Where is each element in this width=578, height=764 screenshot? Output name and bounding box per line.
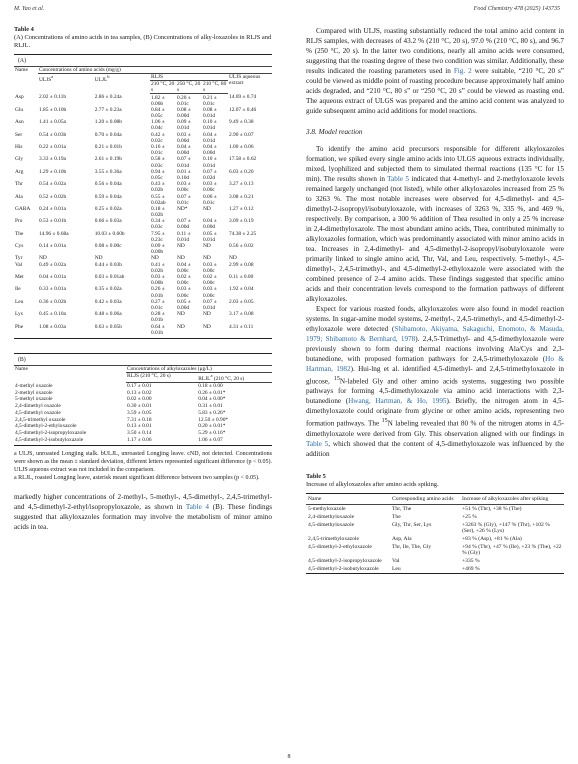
left-column bbox=[14, 26, 272, 532]
table-cell: 0.17 ± 0.01 bbox=[127, 383, 152, 390]
alkyloxazole-name: 4,5-dimethyl-2-isobutyloxazole bbox=[15, 436, 84, 443]
table-cell: 1.08 ± 0.03a bbox=[39, 323, 66, 330]
table-row bbox=[14, 231, 272, 243]
table-cell: 6.03 ± 0.20 bbox=[229, 168, 254, 175]
table-cell: 12.50 ± 0.90* bbox=[198, 416, 229, 423]
table-cell: +335 % bbox=[462, 558, 480, 565]
table-row bbox=[306, 557, 564, 565]
table-cell: 0.52 ± 0.02b bbox=[39, 193, 67, 200]
table-cell: 2.02 ± 0.11b bbox=[39, 94, 67, 101]
table-cell: 3.09 ± 0.19 bbox=[229, 218, 254, 225]
table-cell: 0.18 ± 0.00 bbox=[198, 383, 223, 390]
table-cell: 0.14 ± 0.01a bbox=[39, 243, 66, 250]
table-row bbox=[14, 94, 272, 107]
table-cell: 2.03 ± 0.05 bbox=[229, 298, 254, 305]
table-row bbox=[14, 181, 272, 193]
table-cell: 5.83 ± 0.26* bbox=[198, 409, 226, 416]
link-ho-hartman[interactable]: Ho & Hartman, 1982 bbox=[306, 355, 565, 373]
table-cell: 0.94 ± 0.05c bbox=[151, 168, 165, 181]
table-row bbox=[14, 262, 272, 274]
table-cell: 0.26 ± 0.01b bbox=[151, 286, 165, 299]
col-header-condition-2: 250 °C, 20 s bbox=[177, 81, 201, 94]
table-cell: Thr, Ile, The, Gly bbox=[392, 543, 432, 550]
table-row bbox=[306, 565, 564, 573]
table5-title: Table 5 bbox=[306, 472, 326, 480]
table4-panel-a bbox=[14, 54, 272, 339]
table-cell: ND bbox=[203, 311, 211, 318]
table-cell: 14.69 ± 0.74 bbox=[229, 94, 257, 101]
amino-acid-name: Glu bbox=[15, 106, 24, 113]
table-cell: 0.10 ± 0.01d bbox=[203, 156, 217, 169]
t5-col-increase: Increase of alkyloxazoles after spiking bbox=[460, 494, 564, 505]
table-cell: 12.07 ± 0.46 bbox=[229, 106, 257, 113]
table-cell: 17.58 ± 0.62 bbox=[229, 156, 257, 163]
table-row bbox=[14, 430, 272, 437]
table-cell: ND bbox=[177, 311, 185, 318]
table-cell: 0.13 ± 0.01 bbox=[127, 423, 152, 430]
table-cell: 0.56 ± 0.04a bbox=[94, 181, 122, 188]
table-cell: 0.02 ± 0.00c bbox=[203, 274, 217, 287]
table-cell: 1.00 ± 0.06 bbox=[229, 144, 254, 151]
table-row bbox=[14, 396, 272, 403]
table-row bbox=[14, 132, 272, 144]
amino-acid-name: Ala bbox=[15, 193, 23, 200]
right-body-paragraph-2: To identify the amino acid precursors responsible for different alkyloxazoles formation, we spiked every single amino acids into ULGS aqueous extracts individually, mixed, lyophilized and subjected them to simulated thermal reactions (135 °C for 15 min). The results shown in Table 5 indicated that 4-methyl- and 2-methyloxazole levels remained largely unchanged (not listed), while other alkyloxazoles increased from 25 % to 3263 %. The most notable increases were observed for 4,5-dimethyl- and 4,5-dimethyl-2-isopropyl/isobutyloxazole, with increases of 3263 %, 335 %, and 469 %, respectively. By comparison, a 300 % addition of Thea resulted in only a 25 % increase in 2,4-dimethyloxazole. The most abundant amino acids, Thea, contributed minimally to alkyloxazoles formation, which was predominantly associated with minor amino acids in tea. Increases in 2,4-dimethyl- and 4,5-dimethyl-2-isopropyl/isobutyloxazole were primarily linked to single amino acid, Thr, Val, and Leu, respectively. 5-methyl-, 4,5-dimethyl-, 2,4,5-trimethyl-, and 4,5-dimethyl-2-ethyloxazole were associated with the combined presence of 2–4 amino acids. These findings suggested that specific amino acids and their concentration levels correspond to the formation pathways of different alkyloxazoles. Expect for various roasted foods, alkyloxazoles were also found in model reaction systems. In sugar-amine model systems, 2-methyl-, 2,4,5-trimethyl-, and 4,5-dimethyl-2-ethyloxazole were detected (Shibamoto, Akiyama, Sakaguchi, Enomoto, & Masuda, 1979; Shibamoto & Bernhard, 1978). 2,4,5-Trimethyl- and 4,5-dimethyloxazole were previously shown to form during thermal reactions involving Ala/Cys and 2,3-butanedione, with proposed formation pathways for 2,4,5-trimethyloxazole (Ho & Hartman, 1982). Hui-lng et al. identified 4,5-dimethyl- and 2,4,5-trimethyloxazole in glucose, $^{15}$N-labeled Gly and other amino acids systems, suggesting two possible pathways for forming 4,5-dimethyloxazole via amino acid interactions with 2,3-butanedione (Hwang, Hartman, & Ho, 1995). Briefly, the nitrogen atom in 4,5-dimethyloxazole could originate from glycine or other amino acids, representing two formation pathways. The $^{15}$N labeling revealed that 80 % of the nitrogen atoms in 4,5-dimethyloxazole were derived from Gly. This observation aligned with our findings in Table 5, which showed that the content of 4,5-dimethyloxazole was influenced by the addition bbox=[306, 145, 565, 458]
table-cell: 14.96 ± 0.68a bbox=[39, 230, 69, 237]
amino-acid-name: Leu bbox=[15, 298, 24, 305]
table-cell: 0.03 ± 0.00c bbox=[177, 181, 191, 194]
table-cell: 0.03 ± 0.00d bbox=[177, 131, 191, 144]
table-cell: 1.41 ± 0.05a bbox=[39, 119, 66, 126]
table-cell: 0.56 ± 0.02 bbox=[229, 243, 254, 250]
alkyloxazole-name: 2-methyl oxazole bbox=[15, 389, 53, 396]
amino-acid-name: Lys bbox=[15, 311, 23, 318]
table-row bbox=[14, 169, 272, 181]
table-cell: 0.04 ± 0.00d bbox=[203, 144, 217, 157]
table-cell: ND bbox=[94, 255, 103, 262]
table-cell: 0.31 ± 0.01 bbox=[198, 403, 223, 410]
table-cell: ND bbox=[151, 255, 159, 262]
table-cell: 74.38 ± 2.25 bbox=[229, 230, 257, 237]
alkyloxazole-name: 4,5-dimethyl oxazole bbox=[15, 409, 61, 416]
oxazole-name: 4,5-dimethyl-2-ethyloxazole bbox=[308, 543, 372, 550]
table-cell: 1.06 ± 0.04c bbox=[151, 119, 165, 132]
table4-caption: (A) Concentrations of amino acids in tea samples, (B) Concentrations of alky-loxazoles in RLJS and RLJL. bbox=[14, 34, 272, 49]
table-cell: 0.34 ± 0.03c bbox=[151, 218, 165, 231]
panel-b-label: (B) bbox=[18, 356, 26, 363]
alkyloxazole-rows bbox=[14, 382, 272, 443]
t5-col-name: Name bbox=[306, 494, 390, 505]
right-column bbox=[306, 26, 564, 574]
table-cell: 0.10 ± 0.01d bbox=[203, 119, 217, 132]
table5-rows bbox=[306, 505, 564, 573]
table-cell: 0.07 ± 0.00d bbox=[177, 218, 191, 231]
table-row bbox=[14, 323, 272, 335]
table-cell: 0.36 ± 0.02b bbox=[39, 298, 67, 305]
table-cell: 0.21 ± 0.01c bbox=[203, 94, 217, 107]
table-cell: ND bbox=[229, 255, 237, 262]
table-cell: 2.86 ± 0.24a bbox=[94, 94, 122, 101]
table-row bbox=[14, 156, 272, 168]
table-cell: 0.03 ± 0.00b bbox=[151, 274, 165, 287]
col-header-condition-3: 210 °C, 80 s bbox=[203, 81, 227, 94]
col-header-rljs: RLJS bbox=[150, 74, 228, 81]
table5-grid bbox=[306, 494, 564, 573]
table-cell: 0.11 ± 0.01d bbox=[177, 230, 191, 243]
table-cell: 0.44 ± 0.03b bbox=[94, 261, 122, 268]
table-cell: 0.04 ± 0.00d bbox=[177, 144, 191, 157]
table-cell: 0.08 ± 0.00c bbox=[94, 243, 122, 250]
table-row bbox=[14, 107, 272, 119]
table-cell: 0.28 ± 0.01b bbox=[151, 311, 165, 324]
amino-acid-name: The bbox=[15, 230, 24, 237]
table4-footnote-b: a RLJL, roasted Longjing leave, asterisk meant significant difference between two samples (p < 0.05). bbox=[14, 474, 260, 481]
table-row bbox=[306, 521, 564, 535]
table-cell: 1.82 ± 0.06b bbox=[151, 94, 165, 107]
link-shibamoto[interactable]: Shibamoto, Akiyama, Sakaguchi, Enomoto, & Masuda, 1979; Shibamoto & Bernhard, 1978 bbox=[306, 325, 564, 343]
table-cell: +25 % bbox=[462, 513, 477, 520]
table-row bbox=[306, 513, 564, 521]
table-cell: 0.58 ± 0.03c bbox=[151, 156, 165, 169]
table-cell: 0.59 ± 0.04a bbox=[94, 193, 122, 200]
table-cell: 0.25 ± 0.02a bbox=[94, 205, 122, 212]
table-cell: ND bbox=[203, 323, 211, 330]
table-cell: 0.33 ± 0.01a bbox=[39, 286, 66, 293]
amino-acid-name: Asn bbox=[15, 119, 24, 126]
table-cell: 3.27 ± 0.13 bbox=[229, 181, 254, 188]
table-row bbox=[14, 206, 272, 218]
table-cell: +3263 % (Gly), +147 % (Thr), +102 % (Ser), +26 % (Lys) bbox=[462, 521, 550, 535]
table-cell: 1.17 ± 0.06 bbox=[127, 436, 152, 443]
table-cell: 1.20 ± 0.08b bbox=[94, 119, 122, 126]
link-table4[interactable]: Table 4 bbox=[185, 502, 210, 511]
table-cell: 0.05 ± 0.00d bbox=[177, 298, 191, 311]
right-body-paragraph-1: Compared with ULJS, roasting substantially reduced the total amino acid content in RLJS samples, with decreases of 43.2 % (210 °C, 20 s), 97.0 % (210 °C, 80 s), and 96.7 % (250 °C, 20 s). In the latter two conditions, nearly all amino acids were consumed, suggesting that the roasting degree of these two condition was similar. Additionally, these results indicated the roasting parameters used in Fig. 2 were suitable, “210 °C, 20 s” could be viewed as middle point of roasting procedure because approximately half amino acids degraded, and “210 °C, 80 s” or “250 °C, 20 s” could be viewed as roasting end. The aqueous extract of ULGS was prepared and the amino acid content was analyzed to guide subsequent amino acid additions for model reactions. bbox=[306, 27, 564, 115]
amino-acid-name: Gly bbox=[15, 156, 24, 163]
table-cell: 0.22 ± 0.01a bbox=[39, 144, 66, 151]
col-header-uljl: ULJL$^b$ bbox=[94, 74, 110, 83]
table-cell: ND bbox=[177, 243, 185, 250]
table-cell: 0.02 ± 0.00 bbox=[127, 396, 152, 403]
table-row bbox=[14, 144, 272, 156]
table-cell: 9.49 ± 0.38 bbox=[229, 119, 254, 126]
table-cell: 0.66 ± 0.03a bbox=[94, 218, 122, 225]
table-row bbox=[14, 311, 272, 323]
table-cell: 0.03 ± 0.00c bbox=[203, 286, 217, 299]
amino-acid-name: His bbox=[15, 144, 23, 151]
page-number: 8 bbox=[287, 754, 291, 760]
table-row bbox=[14, 416, 272, 423]
table-cell: 0.41 ± 0.02b bbox=[151, 261, 165, 274]
section-heading-model-reaction: 3.8. Model reaction bbox=[306, 128, 363, 136]
table-cell: Val bbox=[392, 558, 400, 565]
link-hwang[interactable]: Hwang, Hartman, & Ho, 1995 bbox=[348, 397, 447, 406]
table-cell: 0.48 ± 0.06a bbox=[94, 311, 122, 318]
table-cell: 0.27 ± 0.01c bbox=[151, 298, 165, 311]
table-row bbox=[14, 218, 272, 230]
table-cell: 0.49 ± 0.02a bbox=[39, 261, 66, 268]
table-cell: 0.03 ± 0.00c bbox=[203, 181, 217, 194]
table-row bbox=[14, 193, 272, 205]
table-cell: 0.03 ± 0.00c bbox=[203, 261, 217, 274]
table-cell: ND bbox=[203, 243, 211, 250]
table-cell: 0.54 ± 0.02a bbox=[39, 181, 66, 188]
table-cell: +469 % bbox=[462, 565, 480, 572]
col-header-concentration: Concentrations of amino acids (mg/g) bbox=[38, 67, 272, 74]
table-cell: 2.77 ± 0.23a bbox=[94, 106, 122, 113]
table5-caption: Increase of alkyloxazoles after amino acids spiking. bbox=[306, 480, 439, 488]
table-cell: 0.04 ± 0.00c bbox=[177, 261, 191, 274]
table-cell: 0.03 ± 0.01ab bbox=[94, 274, 125, 281]
left-body-paragraph: markedly higher concentrations of 2-methyl-, 5-methyl-, 4,5-dimethyl-, 2,4,5-trimethyl- and 4,5-dimethyl-2-ethyl/isopropyloxazole, as shown in Table 4 (B). These findings suggested that alkyloxazoles formation may involve the metabolism of minor amino acids in tea. bbox=[14, 492, 272, 531]
table-cell: 0.02 ± 0.00c bbox=[177, 274, 191, 287]
col-header-name: Name bbox=[14, 67, 38, 94]
table-cell: +83 % (Asp), +81 % (Ala) bbox=[462, 535, 522, 542]
table-cell: 3.55 ± 0.36a bbox=[94, 168, 122, 175]
b-col-header-rljs: RLJS (210 °C, 20 s) bbox=[126, 372, 197, 382]
link-table5-b[interactable]: Table 5 bbox=[306, 439, 329, 448]
table-cell: 0.06 ± 0.01c bbox=[203, 193, 217, 206]
oxazole-name: 2,4,5-trimethyloxazole bbox=[308, 535, 359, 542]
link-table5[interactable]: Table 5 bbox=[387, 175, 409, 183]
table-row bbox=[14, 403, 272, 410]
table-cell: 5.29 ± 0.16* bbox=[198, 429, 226, 436]
table5 bbox=[306, 473, 564, 574]
alkyloxazole-name: 4,5-dimethyl-2-ethyloxazole bbox=[15, 423, 77, 430]
table4-title: Table 4 bbox=[14, 26, 34, 33]
table-cell: +51 % (Thr), +38 % (The) bbox=[462, 505, 522, 512]
table-cell: 0.07 ± 0.02d bbox=[203, 168, 217, 181]
table-cell: 0.08 ± 0.00d bbox=[177, 106, 191, 120]
amino-acid-name: Met bbox=[15, 274, 24, 281]
table-row bbox=[14, 243, 272, 255]
oxazole-name: 4,5-dimethyl-2-isopropyloxazole bbox=[308, 558, 382, 565]
table-row bbox=[14, 382, 272, 389]
table-cell: 0.45 ± 0.10a bbox=[39, 311, 66, 318]
table-cell: 0.30 ± 0.01 bbox=[127, 403, 152, 410]
table-cell: 0.04 ± 0.01a bbox=[39, 274, 66, 281]
table-row bbox=[14, 286, 272, 298]
table-cell: 7.31 ± 0.18 bbox=[127, 416, 152, 423]
table-cell: ND bbox=[203, 205, 211, 212]
table-row bbox=[14, 389, 272, 396]
table-cell: 0.04 ± 0.00d bbox=[203, 218, 217, 231]
table-cell: 0.07 ± 0.01d bbox=[177, 156, 191, 169]
table-cell: 1.06 ± 0.07 bbox=[198, 436, 223, 443]
b-col-header-rljl: RLJL$^a$ (210 °C, 20 s) bbox=[197, 372, 272, 382]
table-row bbox=[14, 299, 272, 311]
table-cell: The bbox=[392, 513, 401, 520]
table-cell: ND bbox=[203, 255, 211, 262]
table-cell: 0.03 ± 0.00c bbox=[177, 286, 191, 299]
table-cell: ND bbox=[39, 255, 47, 262]
table-cell: 0.09 ± 0.01d bbox=[177, 119, 191, 132]
table-row bbox=[14, 119, 272, 131]
table-cell: 0.53 ± 0.01b bbox=[39, 218, 67, 225]
table-cell: 0.54 ± 0.03b bbox=[39, 131, 67, 138]
table-cell: 0.18 ± 0.02b bbox=[151, 205, 165, 219]
col-header-uljs-aqueous: ULJS aqueous extract bbox=[229, 74, 261, 87]
table-cell: 0.16 ± 0.01c bbox=[151, 144, 165, 157]
amino-acid-name: GABA bbox=[15, 205, 31, 212]
alkyloxazole-name: 4,5-dimethyl-2-isopropyloxazole bbox=[15, 429, 87, 436]
b-col-header-name: Name bbox=[14, 365, 126, 382]
table-cell: 0.20 ± 0.01* bbox=[198, 423, 226, 430]
oxazole-name: 4,5-dimethyloxazole bbox=[308, 521, 355, 528]
table-cell: 3.33 ± 0.19a bbox=[39, 156, 66, 163]
alkyloxazole-table bbox=[14, 365, 272, 443]
col-header-condition-1: 210 °C, 20 s bbox=[151, 81, 175, 94]
table-cell: 0.35 ± 0.02a bbox=[94, 286, 122, 293]
table-cell: 3.59 ± 0.05 bbox=[127, 409, 152, 416]
table-cell: 0.43 ± 0.02b bbox=[151, 181, 165, 194]
panel-a-label: (A) bbox=[18, 58, 27, 64]
table-cell: 0.20 ± 0.01c bbox=[177, 94, 191, 107]
table-cell: 0.26 ± 0.01* bbox=[198, 389, 226, 396]
table-cell: 4.31 ± 0.11 bbox=[229, 323, 254, 330]
amino-acid-name: Ser bbox=[15, 131, 23, 138]
table-cell: 0.21 ± 0.01b bbox=[94, 144, 122, 151]
table-cell: 0.07 ± 0.01c bbox=[177, 193, 191, 206]
table-row bbox=[14, 410, 272, 417]
table-row bbox=[14, 274, 272, 286]
oxazole-name: 5-methyloxazole bbox=[308, 505, 346, 512]
table-cell: 2.61 ± 0.19b bbox=[94, 156, 122, 163]
table-cell: Gly, Thr, Ser, Lys bbox=[392, 521, 432, 528]
table-cell: ND bbox=[177, 323, 185, 330]
table-cell: 0.24 ± 0.01a bbox=[39, 205, 66, 212]
table-row bbox=[306, 505, 564, 513]
table-cell: 3.08 ± 0.21 bbox=[229, 193, 254, 200]
oxazole-name: 4,5-dimethyl-2-isobutyloxazole bbox=[308, 565, 379, 572]
table4-panel-b bbox=[14, 353, 272, 446]
table-cell: 0.42 ± 0.02c bbox=[151, 131, 165, 144]
amino-acid-name: Ile bbox=[15, 286, 21, 293]
running-header-journal: Food Chemistry 478 (2025) 143735 bbox=[473, 6, 560, 12]
table-cell: Asp, Ala bbox=[392, 535, 412, 542]
table-cell: 3.50 ± 0.14 bbox=[127, 429, 152, 436]
t5-col-amino-acids: Corresponding amino acids bbox=[390, 494, 460, 505]
table-row bbox=[306, 535, 564, 543]
table-cell: 1.27 ± 0.12 bbox=[229, 205, 254, 212]
table-cell: 0.70 ± 0.04a bbox=[94, 131, 122, 138]
table-cell: 0.13 ± 0.02 bbox=[127, 389, 152, 396]
table-cell: 1.92 ± 0.04 bbox=[229, 286, 254, 293]
amino-acid-name: Asp bbox=[15, 94, 24, 101]
table-row bbox=[306, 543, 564, 557]
amino-acid-name: Thr bbox=[15, 181, 23, 188]
table-cell: 0.04 ± 0.00* bbox=[198, 396, 226, 403]
amino-acid-name: Tyr bbox=[15, 255, 23, 262]
amino-acid-name: Phe bbox=[15, 323, 24, 330]
table-cell: 10.03 ± 0.60b bbox=[94, 230, 125, 237]
alkyloxazole-name: 4-methyl oxazole bbox=[15, 382, 53, 389]
table4-footnote-a: a ULJS, unroasted Longjing stalk. bULJL, unroasted Longjing leave. cND, not detected. Concentrations were shown as the mean ± standard deviation, different letters represented significant difference (p < 0.05). ULJS aqueous extract was not included in the comparison. bbox=[14, 450, 272, 473]
alkyloxazole-name: 5-methyl oxazole bbox=[15, 396, 53, 403]
table-cell: 0.84 ± 0.05c bbox=[151, 106, 165, 120]
table-cell: 0.07 ± 0.01d bbox=[203, 298, 217, 311]
table-row bbox=[14, 423, 272, 430]
table-cell: 0.11 ± 0.00 bbox=[229, 274, 254, 281]
table-row bbox=[14, 436, 272, 443]
table-cell: 0.63 ± 0.05b bbox=[94, 323, 122, 330]
alkyloxazole-name: 2,4,5-trimethyl oxazole bbox=[15, 416, 66, 423]
table-cell: 0.64 ± 0.01b bbox=[151, 323, 165, 336]
table-cell: 0.04 ± 0.01d bbox=[203, 131, 217, 144]
table-cell: +94 % (Thr), +47 % (Ile), +23 % (The), +22 % (Gly) bbox=[462, 543, 562, 557]
table-cell: 1.29 ± 0.10b bbox=[39, 168, 67, 175]
amino-acid-name: Arg bbox=[15, 168, 24, 175]
table-cell: 2.99 ± 0.08 bbox=[229, 261, 254, 268]
table-cell: 3.17 ± 0.08 bbox=[229, 311, 254, 318]
oxazole-name: 2,4-dimethyloxazole bbox=[308, 513, 355, 520]
table-cell: 0.01 ± 0.10d bbox=[177, 168, 191, 181]
table-cell: 0.42 ± 0.03a bbox=[94, 298, 122, 305]
table-cell: 0.05 ± 0.01d bbox=[203, 230, 217, 243]
table-cell: 2.90 ± 0.07 bbox=[229, 131, 254, 138]
amino-acid-name: Cys bbox=[15, 243, 24, 250]
amino-acid-name: Pro bbox=[15, 218, 23, 225]
running-header-authors: M. Yao et al. bbox=[14, 6, 45, 12]
b-col-header-concentration: Concentrations of alkyloxazoles (μg/L) bbox=[126, 365, 272, 372]
amino-acid-name: Val bbox=[15, 261, 23, 268]
table-cell: 0.09 ± 0.00b bbox=[151, 243, 165, 256]
alkyloxazole-name: 2,4-dimethyl oxazole bbox=[15, 403, 61, 410]
table-cell: 0.08 ± 0.01d bbox=[203, 106, 217, 120]
table-cell: Thr, The bbox=[392, 505, 412, 512]
table-cell: Leu bbox=[392, 565, 401, 572]
amino-acid-table bbox=[14, 66, 272, 336]
table-cell: ND bbox=[177, 255, 185, 262]
link-fig2[interactable]: Fig. 2 bbox=[453, 67, 472, 75]
table-cell: 7.95 ± 0.23c bbox=[151, 230, 165, 243]
amino-acid-rows bbox=[14, 94, 272, 336]
table-cell: ND* bbox=[177, 205, 188, 212]
table-cell: 1.85 ± 0.10b bbox=[39, 106, 67, 113]
table-cell: 0.55 ± 0.02ab bbox=[151, 193, 166, 206]
col-header-uljs: ULJS$^a$ bbox=[39, 74, 54, 83]
